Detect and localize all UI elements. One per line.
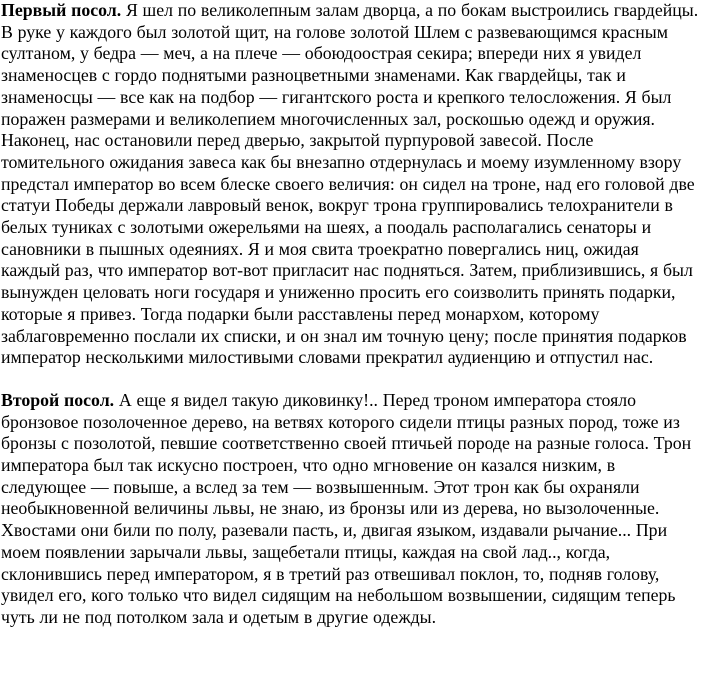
first-ambassador-speech-text: Я шел по великолепным залам дворца, а по бокам выстроились гвардейцы. В руке у каждого был золотой щит, на голове золотой Шлем с развевающимся красным султаном, у бедра — меч, а на плече — обоюдоострая секира; впереди них я увидел знаменосцев с гордо поднятыми разноцветными знаменами. Как гвардейцы, так и знаменосцы — все как на подбор — гигантского роста и крепкого телосложения. Я был поражен размерами и великолепием многочисленных зал, роскошью одежд и оружия. Наконец, нас остановили перед дверью, закрытой пурпуровой завесой. После томительного ожидания завеса как бы внезапно отдернулась и моему изумленному взору предстал император во всем блеске своего величия: он сидел на троне, над его головой две статуи Победы держали лавровый венок, вокруг трона группировались телохранители в белых туниках с золотыми ожерельями на шеях, а поодаль располагались сенаторы и сановники в пышных одеяниях. Я и моя свита троекратно повергались ниц, ожидая каждый раз, что император вот-вот пригласит нас подняться. Затем, приблизившись, я был вынужден целовать ноги государя и униженно просить его соизволить принять подарки, которые я привез. Тогда подарки были расставлены перед монархом, которому заблаговременно послали их списки, и он знал им точную цену; после принятия подарков император несколькими милостивыми словами прекратил аудиенцию и отпустил нас. (1, 0, 699, 368)
first-ambassador-paragraph (1, 0, 701, 369)
document-page (1, 0, 701, 629)
second-ambassador-paragraph (1, 390, 701, 629)
second-ambassador-speaker-label: Второй посол. (1, 389, 115, 410)
first-ambassador-speaker-label: Первый посол. (1, 0, 122, 20)
second-ambassador-speech-text: А еще я видел такую диковинку!.. Перед троном императора стояло бронзовое позолоченное дерево, на ветвях которого сидели птицы разных пород, тоже из бронзы с позолотой, певшие соответственно своей птичьей породе на разные голоса. Трон императора был так искусно построен, что одно мгновение он казался низким, в следующее — повыше, а вслед за тем — возвышенным. Этот трон как бы охраняли необыкновенной величины львы, не знаю, из бронзы или из дерева, но вызолоченные. Хвостами они били по полу, разевали пасть, и, двигая языком, издавали рычание... При моем появлении зарычали львы, защебетали птицы, каждая на свой лад.., когда, склонившись перед императором, я в третий раз отвешивал поклон, то, подняв голову, увидел его, кого только что видел сидящим на небольшом возвышении, сидящим теперь чуть ли не под потолком зала и одетым в другие одежды. (1, 389, 692, 627)
